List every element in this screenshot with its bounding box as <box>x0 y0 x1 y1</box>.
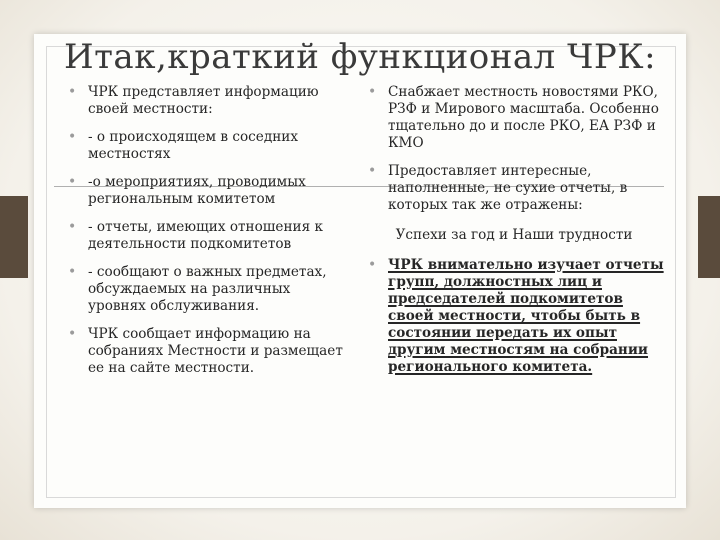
list-item <box>64 264 344 315</box>
bullet-icon: • <box>368 257 377 273</box>
list-item <box>364 163 664 214</box>
sub-line: Успехи за год и Наши трудности <box>395 227 633 243</box>
list-item-emphasis <box>364 257 664 376</box>
list-item-text: - о происходящем в соседних местностях <box>88 129 298 162</box>
list-item-text: Предоставляет интересные, наполненные, не сухие отчеты, в которых так же отражены: <box>388 163 628 213</box>
list-item-text: ЧРК представляет информацию своей местности: <box>88 84 319 117</box>
list-item-text: Снабжает местность новостями РКО, РЗФ и Мирового масштаба. Особенно тщательно до и после РКО, ЕА РЗФ и КМО <box>388 84 659 151</box>
list-item <box>364 84 664 152</box>
right-accent-band <box>698 196 720 278</box>
right-column <box>364 84 664 376</box>
bullet-icon: • <box>68 84 77 100</box>
list-item <box>64 174 344 208</box>
list-item-text: - отчеты, имеющих отношения к деятельности подкомитетов <box>88 219 323 252</box>
bullet-icon: • <box>68 326 77 342</box>
list-item-text: ЧРК сообщает информацию на собраниях Местности и размещает ее на сайте местности. <box>88 326 343 376</box>
slide-title: Итак,краткий функционал ЧРК: <box>63 37 657 77</box>
bullet-icon: • <box>368 163 377 179</box>
list-item <box>64 84 344 118</box>
list-item-text: - сообщают о важных предметах, обсуждаемых на различных уровнях обслуживания. <box>88 264 327 314</box>
list-item <box>64 326 344 377</box>
left-accent-band <box>0 196 28 278</box>
bullet-icon: • <box>68 264 77 280</box>
list-item <box>64 219 344 253</box>
bullet-icon: • <box>68 174 77 190</box>
list-item <box>64 129 344 163</box>
emphasis-text: ЧРК внимательно изучает отчеты групп, должностных лиц и председателей подкомитетов своей местности, чтобы быть в состоянии передать их опыт другим местностям на собрании регионального комитета. <box>388 257 664 375</box>
bullet-icon: • <box>368 84 377 100</box>
left-column <box>64 84 344 377</box>
bullet-icon: • <box>68 129 77 145</box>
list-item-text: -о мероприятиях, проводимых региональным комитетом <box>88 174 306 207</box>
bullet-icon: • <box>68 219 77 235</box>
